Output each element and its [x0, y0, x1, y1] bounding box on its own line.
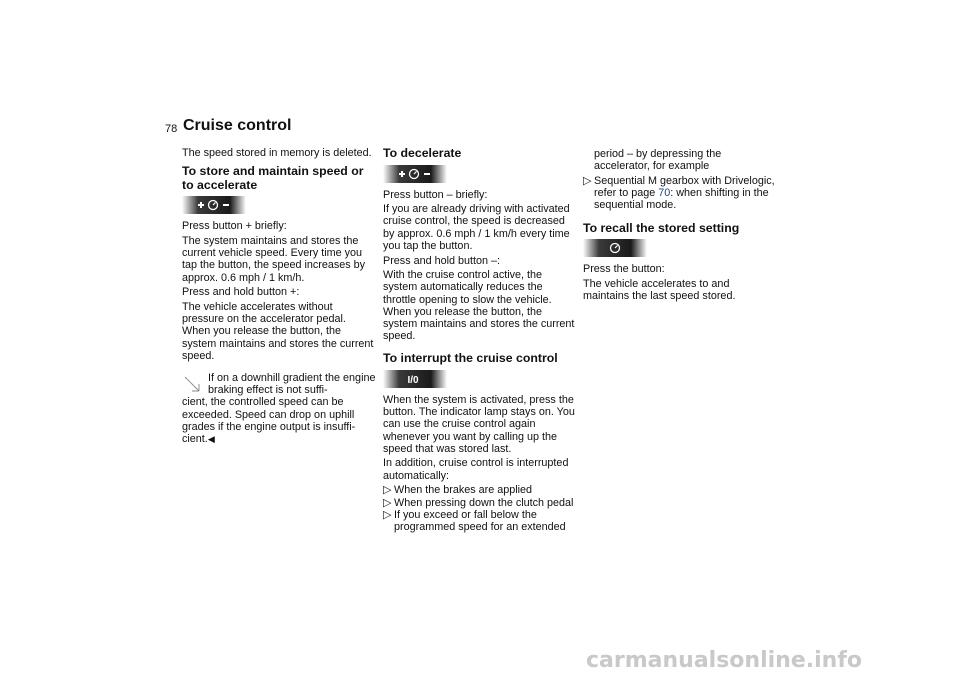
onoff-label: I/0 — [407, 374, 419, 386]
paragraph-throttle: With the cruise control active, the system automatically reduces the throttle opening to slow the vehicle. When you release the button, the system maintains and stores the current speed. — [383, 269, 575, 343]
column-left — [182, 147, 376, 445]
watermark: carmanualsonline.info — [586, 648, 862, 673]
column-middle — [383, 147, 577, 533]
paragraph-recall-result: The vehicle accelerates to and maintains the last speed stored. — [583, 277, 736, 302]
heading-recall: To recall the stored setting — [583, 220, 740, 235]
paragraph-system-activated: When the system is activated, press the button. The indicator lamp stays on. You can use the cruise control again whenever you want by calling up the speed that was stored last. — [383, 393, 575, 455]
paragraph-continued: period – by depressing the accelerator, for example — [594, 148, 722, 173]
bullet-icon: ▷ — [383, 484, 392, 497]
cruise-plus-minus-button-image — [182, 196, 246, 214]
interrupt-reasons-list-continued — [583, 175, 777, 212]
bullet-icon: ▷ — [383, 508, 392, 521]
column-right — [583, 148, 777, 305]
heading-store-accelerate: To store and maintain speed or to accelerate — [182, 164, 364, 192]
interrupt-reasons-list — [383, 484, 577, 533]
paragraph-decrease-speed: If you are already driving with activated cruise control, the speed is decreased by approx. 0.6 mph / 1 km/h every time you tap the button. — [383, 203, 570, 252]
paragraph-press-plus: Press button + briefly: — [182, 220, 287, 233]
paragraph-speed-deleted: The speed stored in memory is deleted. — [182, 147, 372, 159]
list-item: ▷ When the brakes are applied — [383, 484, 533, 497]
paragraph-hold-minus: Press and hold button –: — [383, 254, 501, 267]
heading-interrupt: To interrupt the cruise control — [383, 351, 558, 366]
note-text-rest: cient, the controlled speed can be exceeded. Speed can drop on uphill grades if the engine output is insuffi-cient. — [182, 396, 356, 445]
paragraph-press-minus: Press button – briefly: — [383, 188, 488, 201]
paragraph-hold-plus: Press and hold button +: — [182, 286, 300, 299]
end-mark-icon: ◀ — [207, 433, 215, 444]
page-reference-link[interactable]: 70 — [658, 187, 671, 200]
paragraph-accelerate: The vehicle accelerates without pressure on the accelerator pedal. When you release the button, the system maintains and stores the current speed. — [182, 300, 374, 362]
list-item: ▷ If you exceed or fall below the programmed speed for an extended — [383, 508, 566, 533]
paragraph-press-button: Press the button: — [583, 263, 665, 276]
page-number: 78 — [165, 123, 178, 135]
cruise-onoff-button-image — [383, 370, 447, 388]
list-item: ▷ Sequential M gearbox with Drivelogic, refer to page 70: when shifting in the sequential mode. — [583, 174, 775, 212]
paragraph-interrupted-automatically: In addition, cruise control is interrupted automatically: — [383, 457, 569, 482]
cruise-resume-button-image — [583, 239, 647, 257]
list-item: ▷ When pressing down the clutch pedal — [383, 496, 574, 509]
page-title: Cruise control — [183, 117, 292, 134]
note-downhill — [182, 372, 376, 445]
paragraph-maintain-speed: The system maintains and stores the current vehicle speed. Every time you tap the button, the speed increases by approx. 0.6 mph / 1 km/h. — [182, 234, 366, 284]
note-text-first: If on a downhill gradient the engine braking effect is not suffi- — [208, 371, 376, 397]
note-arrow-icon — [182, 375, 202, 395]
bullet-icon: ▷ — [383, 496, 392, 509]
cruise-plus-minus-button-image-2 — [383, 165, 447, 183]
heading-decelerate: To decelerate — [383, 146, 462, 160]
bullet-icon: ▷ — [583, 174, 592, 187]
